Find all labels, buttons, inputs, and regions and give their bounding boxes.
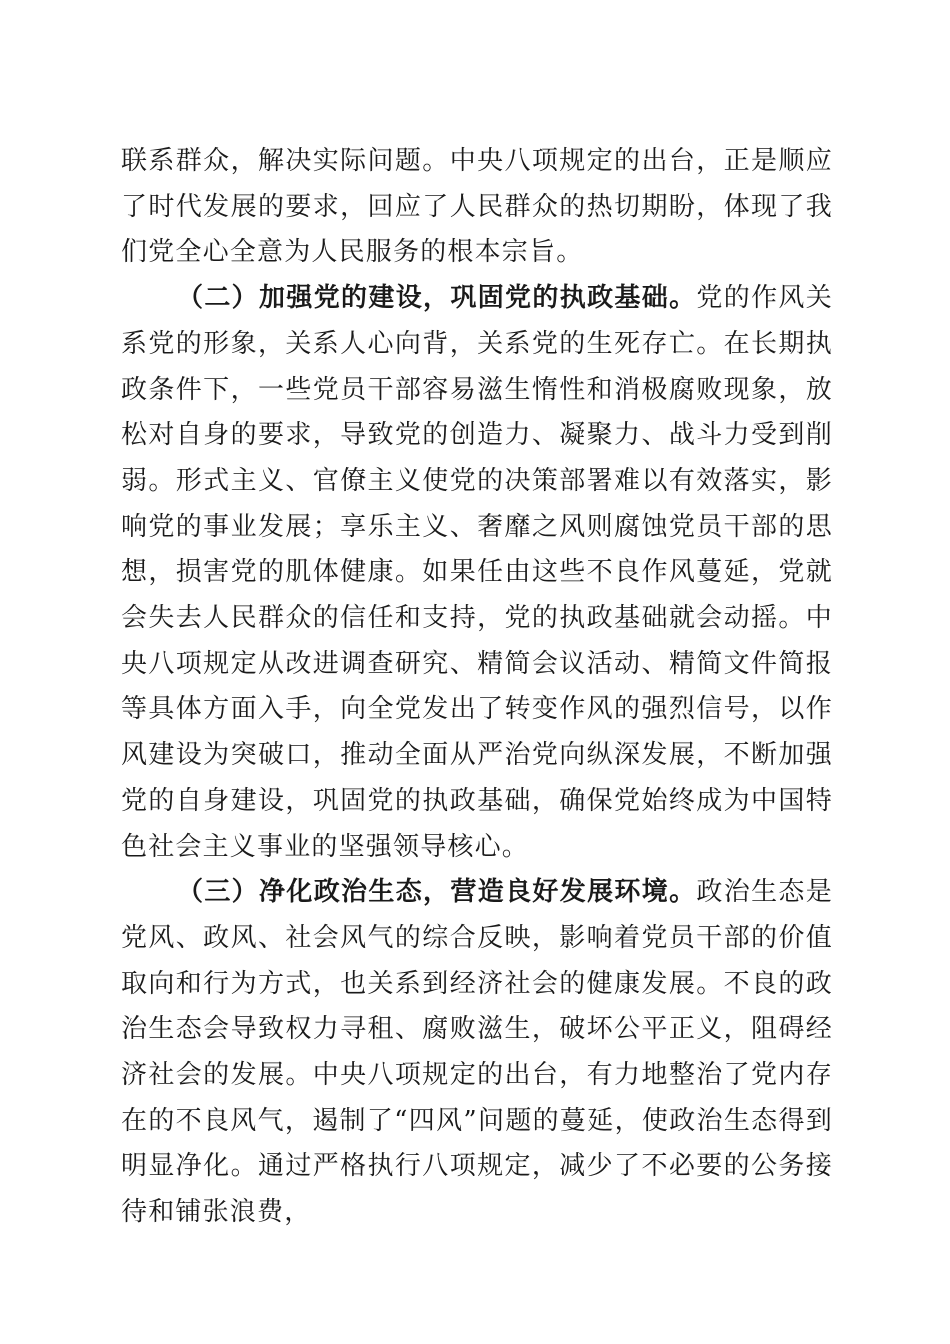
paragraph-2-text: 党的作风关系党的形象，关系人心向背，关系党的生死存亡。在长期执政条件下，一些党员干部容易滋生惰性和消极腐败现象，放松对自身的要求，导致党的创造力、凝聚力、战斗力受到削弱。形式主义、官僚主义使党的决策部署难以有效落实，影响党的事业发展；享乐主义、奢靡之风则腐蚀党员干部的思想，损害党的肌体健康。如果任由这些不良作风蔓延，党就会失去人民群众的信任和支持，党的执政基础就会动摇。中央八项规定从改进调查研究、精简会议活动、精简文件简报等具体方面入手，向全党发出了转变作风的强烈信号，以作风建设为突破口，推动全面从严治党向纵深发展，不断加强党的自身建设，巩固党的执政基础，确保党始终成为中国特色社会主义事业的坚强领导核心。	[121, 283, 833, 862]
paragraph-1	[121, 139, 833, 276]
paragraph-3-text: 政治生态是党风、政风、社会风气的综合反映，影响着党员干部的价值取向和行为方式，也关系到经济社会的健康发展。不良的政治生态会导致权力寻租、腐败滋生，破坏公平正义，阻碍经济社会的发展。中央八项规定的出台，有力地整治了党内存在的不良风气，遏制了“四风”问题的蔓延，使政治生态得到明显净化。通过严格执行八项规定，减少了不必要的公务接待和铺张浪费，	[121, 877, 833, 1228]
section-3-heading: （三）净化政治生态，营造良好发展环境。	[177, 877, 697, 908]
section-2-heading: （二）加强党的建设，巩固党的执政基础。	[177, 283, 697, 314]
paragraph-1-text: 联系群众，解决实际问题。中央八项规定的出台，正是顺应了时代发展的要求，回应了人民群众的热切期盼，体现了我们党全心全意为人民服务的根本宗旨。	[121, 146, 833, 268]
document-body	[121, 139, 833, 1236]
paragraph-2	[121, 276, 833, 870]
paragraph-3	[121, 870, 833, 1236]
